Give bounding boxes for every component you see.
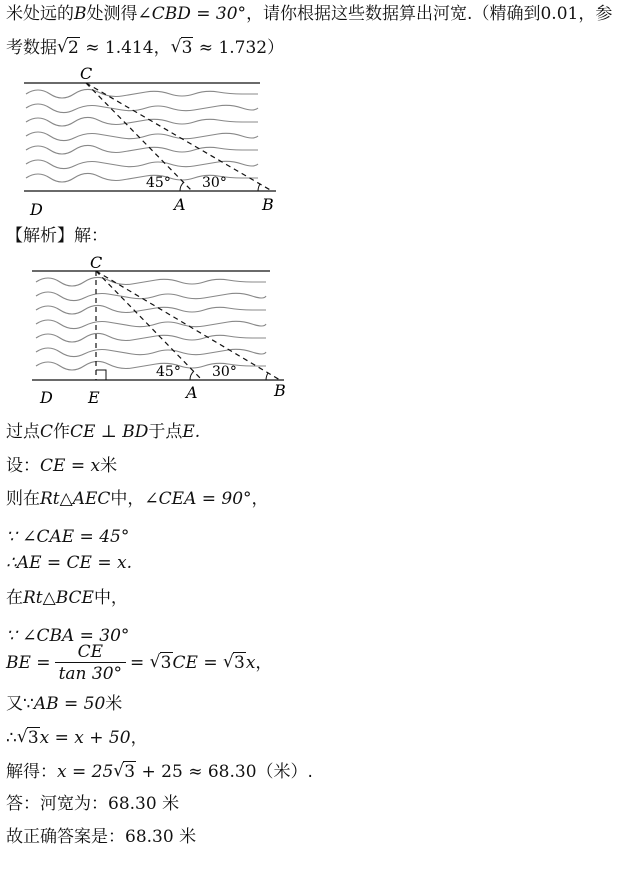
step-text: 米 [105, 694, 123, 714]
problem-text: ， [153, 38, 171, 58]
step-4: ∵ ∠CAE = 45° [6, 527, 130, 547]
step-text: 则在 [6, 489, 40, 509]
solution-header: 【解析】解： [6, 226, 108, 246]
radicand: 3 [181, 38, 193, 58]
radicand: 3 [233, 653, 245, 673]
step-text: 设： [6, 456, 40, 476]
label-c: C [90, 253, 103, 272]
step-expr: + 25 ≈ 68.30 [141, 762, 257, 782]
label-e: E [88, 388, 100, 407]
fraction-numerator: CE [55, 642, 126, 663]
step-expr: BE = [6, 653, 51, 673]
label-b: B [274, 381, 286, 400]
angle-label-30: 30° [202, 175, 227, 191]
triangle-aec: Rt△AEC [40, 489, 111, 509]
step-11 [6, 760, 634, 784]
step-7: ∵ ∠CBA = 30° [6, 626, 130, 646]
problem-text: 处测得 [86, 4, 138, 24]
angle-label-45: 45° [146, 175, 171, 191]
step-text: 又∵ [6, 694, 34, 714]
step-text: ， [130, 728, 148, 748]
river-diagram-1 [14, 64, 284, 220]
angle-arc-b [266, 373, 268, 380]
step-text: 米 [173, 827, 197, 847]
step-expr: CE = x [40, 456, 101, 476]
fraction-denominator: tan 30° [58, 663, 123, 684]
step-text: ， [251, 489, 269, 509]
step-3 [6, 487, 634, 511]
step-1 [6, 420, 634, 444]
step-expr: x [245, 653, 256, 673]
problem-text: ） [267, 38, 285, 58]
label-a: A [174, 195, 186, 214]
sqrt-2 [57, 36, 80, 60]
step-expr: CE ⊥ BD [70, 422, 149, 442]
step-6 [6, 586, 634, 610]
river-waves [36, 277, 266, 370]
problem-text: ，请你根据这些数据算出河宽.（精确到 [246, 4, 541, 24]
step-text: 米 [156, 794, 180, 814]
step-text: ∴ [6, 728, 17, 748]
step-text: 过点 [6, 422, 40, 442]
label-d: D [30, 200, 43, 219]
step-text: 故正确答案是： [6, 827, 125, 847]
step-expr: x = 25 [57, 762, 114, 782]
step-9 [6, 692, 634, 716]
step-text: 解得： [6, 762, 57, 782]
point-b: B [74, 4, 87, 24]
step-text: 中， [93, 588, 128, 608]
problem-line-1 [6, 2, 634, 26]
label-a: A [186, 383, 198, 402]
angle-arc-b [258, 184, 260, 191]
problem-text: 考数据 [6, 38, 57, 58]
final-answer-value: 68.30 [125, 827, 174, 847]
river-waves [26, 89, 258, 182]
answer-value: 68.30 [108, 794, 157, 814]
angle-label-30: 30° [212, 364, 237, 380]
step-expr: CE = [172, 653, 218, 673]
equals-sign: = [130, 653, 145, 673]
precision-value: 0.01 [540, 4, 579, 24]
sqrt-3 [171, 36, 194, 60]
angle-arc-a [180, 182, 184, 191]
point-e: E. [182, 422, 201, 442]
angle-cbd: ∠CBD = 30° [137, 4, 247, 24]
step-8 [6, 641, 634, 685]
sqrt-3 [150, 641, 173, 685]
step-text: 中， [110, 489, 145, 509]
label-b: B [262, 195, 274, 214]
label-d: D [40, 388, 53, 407]
step-expr: x = x + 50 [39, 728, 131, 748]
answer-line [6, 792, 634, 816]
angle-label-45: 45° [156, 364, 181, 380]
radicand: 2 [68, 38, 79, 58]
step-expr: AB = 50 [33, 694, 106, 714]
right-angle-mark [96, 370, 106, 380]
step-text: （米）. [256, 762, 313, 782]
step-5: ∴AE = CE = x. [6, 553, 133, 573]
approx-sqrt3: ≈ 1.732 [198, 38, 268, 58]
step-text: 米 [100, 456, 118, 476]
line-ca [86, 83, 192, 191]
sqrt-3 [223, 641, 246, 685]
problem-text: ，参 [578, 4, 613, 24]
sqrt-3 [113, 760, 136, 784]
approx-sqrt2: ≈ 1.414 [85, 38, 154, 58]
sqrt-3 [17, 726, 40, 750]
step-text: 答：河宽为： [6, 794, 108, 814]
problem-line-2 [6, 36, 634, 60]
label-c: C [80, 64, 93, 83]
step-text: ， [255, 653, 273, 673]
step-text: 在 [6, 588, 23, 608]
step-expr: ∠CEA = 90° [144, 489, 252, 509]
radicand: 3 [124, 762, 136, 782]
radicand: 3 [160, 653, 172, 673]
fraction-ce-tan30 [55, 642, 126, 685]
final-answer-line [6, 825, 634, 849]
step-10 [6, 726, 634, 750]
point-c: C [40, 422, 54, 442]
step-text: 作 [53, 422, 71, 442]
angle-arc-a [190, 371, 194, 380]
river-diagram-2 [22, 252, 302, 410]
step-2 [6, 454, 634, 478]
step-text: 于点 [148, 422, 183, 442]
radicand: 3 [27, 728, 39, 748]
triangle-bce: Rt△BCE [23, 588, 94, 608]
problem-text: 米处远的 [6, 4, 74, 24]
